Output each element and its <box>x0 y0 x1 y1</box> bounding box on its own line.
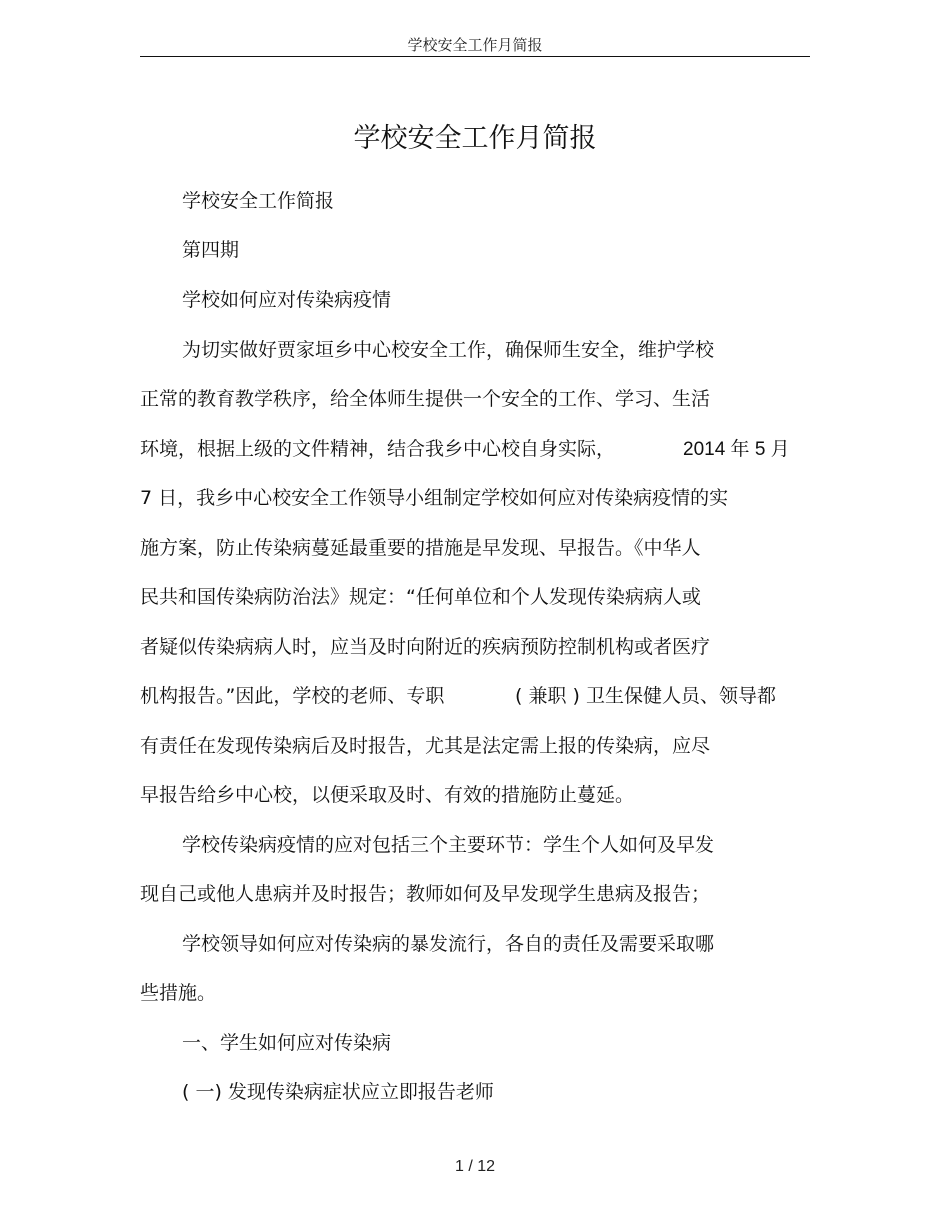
paragraph-line: 7 日，我乡中心校安全工作领导小组制定学校如何应对传染病疫情的实 <box>140 487 729 509</box>
document-title: 学校安全工作月简报 <box>353 123 597 154</box>
date-fragment: 2014 年 5 月 <box>683 439 790 460</box>
subtitle-line: 学校安全工作简报 <box>182 190 335 212</box>
paragraph-line: 有责任在发现传染病后及时报告，尤其是法定需上报的传染病，应尽 <box>140 735 711 757</box>
paragraph-line: 正常的教育教学秩序，给全体师生提供一个安全的工作、学习、生活 <box>140 388 711 410</box>
paragraph-line: 为切实做好贾家垣乡中心校安全工作，确保师生安全，维护学校 <box>182 339 715 361</box>
header-divider <box>140 56 810 57</box>
section-heading: 一、学生如何应对传染病 <box>182 1032 392 1054</box>
paragraph-line: 机构报告。”因此，学校的老师、专职 <box>140 685 445 707</box>
running-header: 学校安全工作月简报 <box>407 36 543 54</box>
paragraph-line: 早报告给乡中心校，以便采取及时、有效的措施防止蔓延。 <box>140 784 635 806</box>
paragraph-line: 现自己或他人患病并及时报告；教师如何及早发现学生患病及报告； <box>140 883 711 905</box>
page-number: 1 / 12 <box>454 1158 496 1175</box>
paragraph-line: 者疑似传染病病人时，应当及时向附近的疾病预防控制机构或者医疗 <box>140 636 711 658</box>
subsection-heading: ( 一) 发现传染病症状应立即报告老师 <box>182 1081 494 1103</box>
topic-line: 学校如何应对传染病疫情 <box>182 289 392 311</box>
paragraph-line: 施方案，防止传染病蔓延最重要的措施是早发现、早报告。《中华人 <box>140 537 701 559</box>
paragraph-fragment: ( 兼职 ) 卫生保健人员、领导都 <box>515 685 776 707</box>
paragraph-line: 学校传染病疫情的应对包括三个主要环节：学生个人如何及早发 <box>182 834 715 856</box>
issue-line: 第四期 <box>182 239 240 261</box>
paragraph-line: 环境，根据上级的文件精神，结合我乡中心校自身实际， <box>140 438 616 460</box>
paragraph-line: 些措施。 <box>140 982 217 1004</box>
paragraph-line: 民共和国传染病防治法》规定：“任何单位和个人发现传染病病人或 <box>140 586 701 608</box>
paragraph-line: 学校领导如何应对传染病的暴发流行，各自的责任及需要采取哪 <box>182 933 715 955</box>
